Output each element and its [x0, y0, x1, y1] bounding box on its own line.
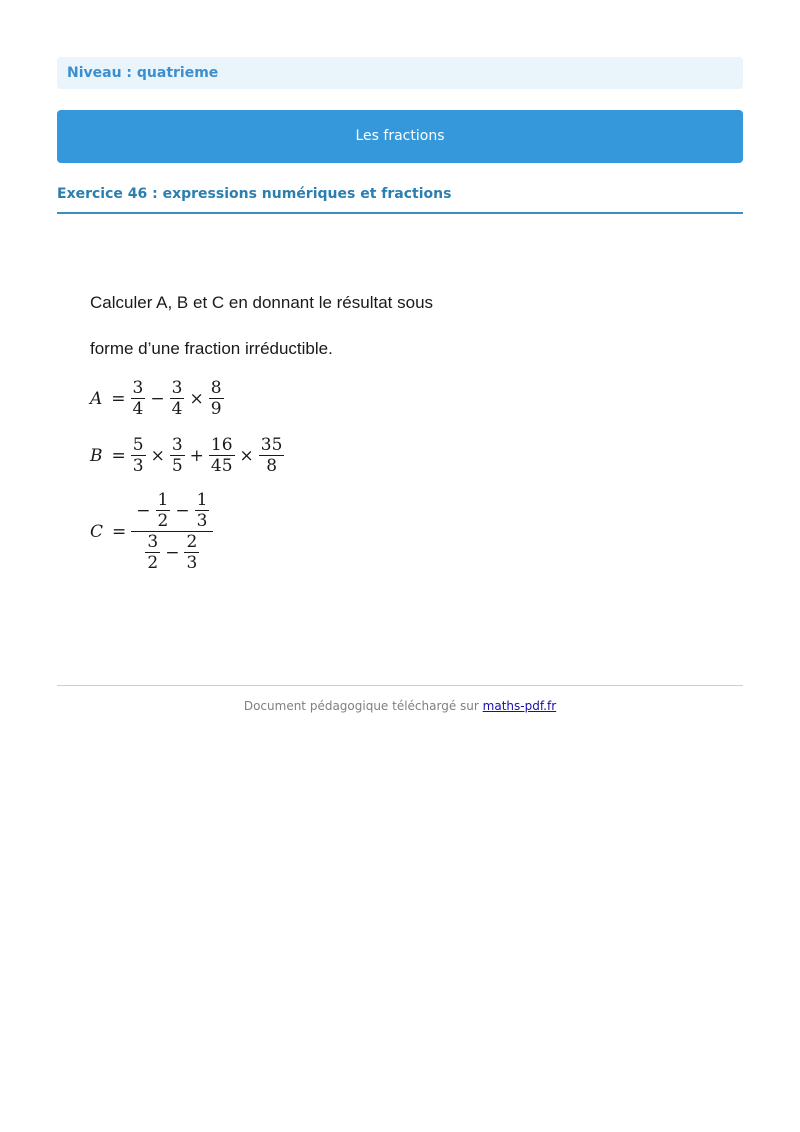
compound-denominator — [141, 532, 203, 573]
footer — [57, 699, 743, 713]
instruction-line-1: Calculer A, B et C en donnant le résultat sous — [90, 293, 434, 312]
compound-numerator — [131, 490, 213, 532]
operator: × — [239, 445, 254, 466]
variable-b: B — [90, 445, 103, 466]
equation-a — [90, 378, 650, 419]
variable-c: C — [90, 521, 104, 542]
numerator: 5 — [132, 435, 144, 455]
denominator: 4 — [171, 399, 183, 419]
operator: − — [150, 388, 165, 409]
denominator: 2 — [157, 511, 169, 531]
instruction-line-2: forme d’une fraction irréductible. — [90, 339, 333, 358]
fraction — [184, 532, 199, 573]
footer-link[interactable]: maths-pdf.fr — [482, 699, 557, 713]
fraction — [170, 378, 185, 419]
minus-sign: − — [136, 500, 151, 521]
denominator: 3 — [132, 456, 144, 476]
operator: + — [189, 445, 204, 466]
footer-divider — [57, 685, 743, 686]
numerator: 8 — [210, 378, 222, 398]
equals-sign: = — [111, 445, 126, 466]
numerator: 3 — [132, 378, 144, 398]
equals-sign: = — [112, 521, 127, 542]
equation-c — [90, 490, 650, 573]
exercise-title: Exercice 46 : expressions numériques et fractions — [57, 186, 743, 214]
operator: − — [165, 542, 180, 563]
denominator: 3 — [186, 553, 198, 573]
topic-banner: Les fractions — [57, 110, 743, 163]
fraction — [131, 378, 146, 419]
footer-text: Document pédagogique téléchargé sur — [243, 699, 479, 713]
fraction — [259, 435, 285, 476]
denominator: 2 — [147, 553, 159, 573]
fraction — [170, 435, 185, 476]
equation-b — [90, 435, 650, 476]
fraction — [209, 378, 224, 419]
level-label: Niveau : quatrieme — [57, 57, 743, 89]
numerator: 1 — [157, 490, 169, 510]
denominator: 9 — [210, 399, 222, 419]
exercise-body — [90, 288, 650, 573]
variable-a: A — [90, 388, 103, 409]
fraction — [195, 490, 210, 531]
denominator: 3 — [196, 511, 208, 531]
numerator: 35 — [260, 435, 283, 455]
fraction — [209, 435, 235, 476]
operator: × — [150, 445, 165, 466]
fraction — [156, 490, 171, 531]
numerator: 1 — [196, 490, 208, 510]
operator: × — [189, 388, 204, 409]
numerator: 3 — [171, 378, 183, 398]
fraction — [131, 435, 146, 476]
numerator: 3 — [171, 435, 183, 455]
fraction — [145, 532, 160, 573]
denominator: 4 — [132, 399, 144, 419]
numerator: 2 — [186, 532, 198, 552]
numerator: 16 — [210, 435, 233, 455]
denominator: 8 — [266, 456, 278, 476]
denominator: 5 — [171, 456, 183, 476]
equals-sign: = — [111, 388, 126, 409]
numerator: 3 — [147, 532, 159, 552]
operator: − — [175, 500, 190, 521]
compound-fraction — [131, 490, 213, 573]
denominator: 45 — [210, 456, 233, 476]
